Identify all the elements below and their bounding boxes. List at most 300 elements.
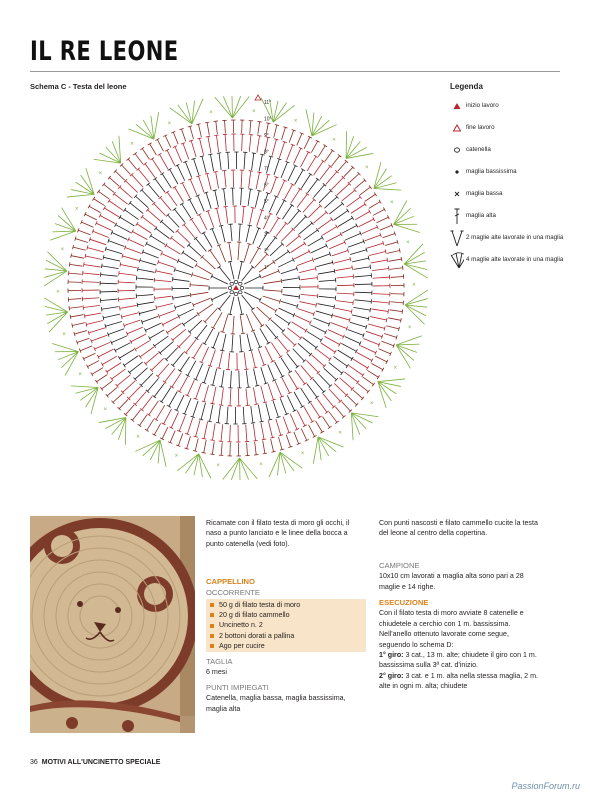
tall-stitch — [331, 323, 347, 329]
tall-stitch — [294, 432, 299, 444]
tall-stitch — [186, 339, 196, 352]
single-crochet-mark: × — [60, 247, 65, 254]
stitch-top-bar — [331, 149, 335, 152]
tall-stitch — [334, 211, 348, 221]
tall-stitch — [207, 174, 211, 190]
tall-stitch — [367, 370, 378, 377]
round-label: 1° — [264, 265, 269, 271]
stitch-top-bar — [133, 152, 137, 155]
shell-stitch — [154, 112, 159, 139]
tall-stitch — [307, 384, 317, 398]
tall-stitch — [238, 297, 242, 315]
tall-stitch — [205, 329, 213, 344]
stitch-top-bar — [351, 216, 353, 220]
tall-stitch — [383, 234, 395, 238]
tall-stitch — [278, 180, 285, 195]
stitch-top-bar — [314, 155, 318, 157]
tall-stitch — [152, 159, 161, 173]
shell-stitch — [405, 299, 428, 305]
tall-stitch — [313, 379, 324, 392]
tall-stitch — [257, 210, 262, 226]
stitch-top-bar — [346, 364, 349, 368]
stitch-top-bar — [398, 327, 399, 331]
tall-stitch — [109, 241, 125, 247]
stitch-top-bar — [374, 192, 376, 196]
shell-stitch — [313, 437, 318, 464]
tall-stitch — [182, 204, 191, 218]
legend-title: Legenda — [450, 82, 483, 91]
tall-stitch — [175, 147, 182, 163]
dot-icon — [450, 164, 464, 180]
tall-stitch — [318, 271, 335, 274]
legend-item — [450, 142, 570, 158]
shell-stitch — [58, 352, 78, 360]
tall-stitch — [313, 185, 324, 198]
tall-stitch — [167, 150, 175, 165]
stitch-top-bar — [178, 370, 182, 372]
tall-stitch — [120, 305, 137, 308]
tall-stitch — [119, 273, 136, 275]
tall-stitch — [216, 172, 219, 189]
tall-stitch — [165, 136, 170, 148]
round-label: 9° — [264, 133, 269, 139]
shell-stitch — [394, 208, 411, 224]
tall-stitch — [260, 302, 276, 311]
tall-stitch — [354, 267, 371, 270]
tall-stitch — [187, 418, 192, 434]
stitch-top-bar — [257, 190, 261, 191]
tall-stitch — [104, 184, 114, 192]
tall-stitch — [308, 238, 323, 247]
tall-stitch — [362, 227, 378, 234]
stitch-top-bar — [143, 162, 147, 165]
stitch-top-bar — [370, 265, 371, 269]
tall-stitch — [371, 260, 388, 263]
tall-stitch — [99, 191, 110, 198]
tall-stitch — [199, 138, 203, 155]
supplies-list — [206, 599, 366, 652]
tall-stitch — [329, 362, 342, 373]
round-label: 8° — [264, 149, 269, 156]
stitch-top-bar — [275, 125, 279, 126]
tall-stitch — [300, 152, 308, 167]
stitch-top-bar — [266, 123, 270, 124]
tall-stitch — [358, 384, 368, 392]
stitch-top-bar — [379, 200, 381, 204]
stitch-top-bar — [277, 217, 281, 219]
tall-stitch — [341, 343, 356, 351]
stitch-top-bar — [352, 265, 353, 269]
stitch-top-bar — [100, 387, 103, 391]
shell-stitch — [318, 437, 343, 447]
tall-stitch — [344, 372, 357, 382]
tall-stitch — [160, 154, 168, 169]
tall-stitch — [103, 314, 120, 318]
tall-stitch — [357, 352, 372, 360]
tall-stitch — [281, 358, 290, 372]
tall-stitch — [207, 123, 209, 136]
tall-stitch — [195, 438, 198, 451]
tall-stitch — [271, 343, 280, 357]
legend-item — [450, 186, 570, 202]
tall-stitch — [225, 120, 226, 133]
tall-stitch — [129, 386, 141, 398]
shell-stitch — [160, 440, 166, 467]
shell-stitch — [404, 244, 423, 264]
tall-stitch — [389, 259, 402, 261]
tall-stitch — [202, 257, 215, 269]
tall-stitch — [221, 442, 222, 455]
tall-stitch — [132, 231, 147, 239]
stitch-top-bar — [334, 305, 335, 309]
bullet-icon — [210, 613, 214, 617]
stitch-top-bar — [388, 266, 389, 270]
tall-stitch — [238, 242, 239, 260]
round-label: 2° — [264, 248, 269, 255]
tall-stitch — [135, 341, 150, 350]
stitch-top-bar — [334, 269, 335, 273]
stitch-top-bar — [101, 307, 102, 311]
stitch-top-bar — [150, 158, 154, 160]
tall-stitch — [307, 331, 321, 340]
stitch-top-bar — [86, 322, 87, 326]
legend-item — [450, 164, 570, 180]
tall-stitch — [332, 251, 348, 256]
tall-stitch — [166, 245, 181, 254]
tall-stitch — [287, 328, 300, 338]
stitch-top-bar — [323, 144, 327, 146]
stitch-top-bar — [329, 358, 332, 362]
stitch-top-bar — [316, 303, 317, 307]
stitch-top-bar — [163, 381, 167, 384]
bullet-icon — [210, 634, 214, 638]
tall-stitch — [294, 216, 306, 228]
stitch-top-bar — [320, 338, 322, 342]
tall-stitch — [283, 333, 295, 345]
tall-stitch — [113, 394, 123, 403]
tall-stitch — [349, 366, 363, 376]
shell-stitch — [312, 125, 337, 136]
tall-stitch — [112, 233, 128, 240]
tall-stitch — [254, 332, 260, 348]
tall-stitch — [119, 349, 134, 358]
tall-stitch — [167, 192, 177, 206]
tall-stitch — [261, 367, 266, 383]
two-stitch-fan-icon — [450, 230, 464, 246]
tall-stitch — [137, 302, 154, 305]
punti-value: Catenella, maglia bassa, maglia bassissima, maglia alta — [206, 694, 346, 713]
stitch-top-bar — [351, 309, 352, 313]
tall-stitch — [255, 191, 259, 208]
tall-stitch — [231, 224, 232, 241]
stitch-top-bar — [288, 371, 292, 373]
tall-stitch — [344, 167, 353, 176]
legend-label: 2 maglie alte lavorate in una maglia — [466, 234, 564, 242]
tall-stitch — [95, 342, 111, 349]
shell-stitch — [143, 440, 160, 456]
stitch-top-bar — [253, 367, 257, 368]
shell-stitch — [404, 264, 427, 269]
stitch-top-bar — [136, 222, 138, 226]
round-label: 11° — [264, 100, 272, 106]
tall-stitch — [91, 335, 107, 341]
stitch-top-bar — [190, 293, 191, 297]
stitch-top-bar — [134, 348, 136, 352]
tall-stitch — [355, 212, 370, 220]
tall-stitch — [179, 309, 194, 317]
tall-stitch — [251, 406, 253, 423]
tall-stitch — [244, 276, 260, 284]
stitch-top-bar — [190, 218, 194, 220]
shell-stitch — [49, 312, 68, 332]
tall-stitch — [225, 134, 226, 151]
page-footer — [30, 759, 160, 766]
tall-stitch — [128, 239, 143, 246]
tall-stitch — [173, 329, 186, 340]
tall-stitch — [277, 338, 288, 351]
tall-stitch — [294, 148, 301, 163]
tall-stitch — [233, 316, 234, 334]
stitch-top-bar — [118, 356, 120, 360]
stitch-top-bar — [120, 262, 121, 266]
tall-stitch — [388, 318, 401, 320]
shell-stitch — [50, 231, 76, 240]
stitch-top-bar — [299, 295, 300, 299]
tall-stitch — [242, 267, 253, 281]
stitch-top-bar — [315, 396, 319, 399]
shell-stitch — [232, 96, 240, 118]
shell-stitch — [106, 147, 121, 163]
shell-stitch — [47, 252, 66, 271]
tall-stitch — [196, 265, 212, 274]
tall-stitch — [247, 443, 248, 456]
tall-stitch — [350, 250, 366, 255]
shell-stitch — [178, 105, 192, 124]
tall-stitch — [145, 164, 155, 178]
tall-stitch — [114, 194, 127, 204]
stitch-top-bar — [353, 301, 354, 305]
tall-stitch — [300, 302, 317, 306]
tall-stitch — [136, 196, 149, 207]
stitch-top-bar — [214, 135, 218, 136]
stitch-top-bar — [191, 357, 195, 359]
cappellino-heading: CAPPELLINO — [206, 577, 255, 587]
tall-stitch — [269, 196, 276, 212]
tall-stitch — [179, 377, 187, 392]
tall-stitch — [210, 405, 213, 422]
tall-stitch — [299, 223, 312, 234]
tall-stitch — [68, 299, 81, 300]
stitch-top-bar — [119, 271, 120, 275]
shell-stitch — [71, 386, 98, 388]
shell-stitch — [231, 458, 239, 480]
tall-stitch — [158, 364, 169, 377]
shell-stitch — [394, 224, 420, 232]
tall-stitch — [274, 159, 279, 175]
tall-stitch — [118, 282, 135, 283]
tall-stitch — [230, 297, 234, 315]
tall-stitch — [351, 204, 365, 213]
tall-stitch — [81, 222, 93, 227]
tall-stitch — [169, 391, 177, 406]
tall-stitch — [242, 134, 243, 151]
tall-stitch — [180, 357, 190, 371]
shell-stitch — [223, 458, 240, 480]
stitch-top-bar — [206, 136, 210, 137]
stitch-top-bar — [249, 171, 253, 172]
tall-stitch — [279, 437, 283, 450]
stitch-top-bar — [139, 355, 142, 359]
tall-stitch — [142, 217, 156, 227]
stitch-top-bar — [223, 206, 227, 207]
tall-stitch — [241, 170, 242, 187]
stitch-top-bar — [150, 234, 152, 238]
stitch-top-bar — [290, 204, 294, 206]
stitch-top-bar — [123, 364, 126, 368]
stitch-top-bar — [106, 370, 108, 374]
tall-stitch — [82, 298, 99, 299]
tall-stitch — [313, 318, 329, 324]
esecuzione-paragraph: Con il filato testa di moro avviate 8 catenelle e chiudetele a cerchio con 1 m. bassissima. — [379, 609, 524, 628]
tall-stitch — [193, 401, 198, 417]
tall-stitch — [178, 261, 193, 268]
tall-stitch — [365, 194, 376, 201]
stitch-top-bar — [213, 190, 217, 191]
tall-stitch — [242, 295, 253, 309]
tall-stitch — [173, 132, 178, 144]
tall-stitch — [319, 296, 336, 298]
stitch-top-bar — [315, 346, 318, 350]
tall-stitch — [276, 419, 281, 435]
magazine-name: MOTIVI ALL'UNCINETTO SPECIALE — [41, 759, 161, 766]
tall-stitch — [282, 127, 286, 139]
tall-stitch — [140, 260, 156, 265]
single-crochet-mark: × — [130, 141, 134, 148]
tall-stitch — [93, 231, 109, 237]
tall-stitch — [338, 218, 353, 227]
shell-stitch — [378, 382, 391, 401]
tall-stitch — [255, 442, 257, 455]
tall-stitch — [270, 244, 282, 256]
tall-stitch — [199, 176, 204, 192]
tall-stitch — [261, 386, 265, 402]
tall-stitch — [190, 179, 197, 195]
stitch-top-bar — [155, 269, 156, 273]
stitch-top-bar — [70, 315, 71, 319]
stitch-top-bar — [97, 190, 100, 194]
tall-stitch — [370, 316, 387, 320]
round-label: 7° — [264, 166, 269, 172]
tall-stitch — [329, 389, 341, 402]
tall-stitch — [170, 169, 178, 184]
single-crochet-mark: × — [56, 289, 60, 296]
tall-stitch — [331, 177, 343, 189]
tall-stitch — [192, 275, 209, 280]
tall-stitch — [165, 368, 175, 382]
watermark: PassionForum.ru — [511, 781, 580, 791]
tall-stitch — [355, 292, 372, 293]
stitch-top-bar — [199, 419, 203, 420]
tall-stitch — [109, 178, 119, 187]
tall-stitch — [85, 256, 102, 260]
tall-stitch — [143, 252, 159, 258]
tall-stitch — [205, 309, 217, 322]
tall-stitch — [204, 440, 206, 453]
tall-stitch — [104, 208, 119, 217]
tall-stitch — [120, 187, 133, 198]
shell-stitch — [351, 413, 366, 429]
tall-stitch — [232, 335, 233, 352]
page-title: IL RE LEONE — [30, 36, 179, 67]
stitch-top-bar — [91, 372, 93, 376]
tall-stitch — [241, 188, 242, 205]
tall-stitch — [156, 405, 165, 420]
stitch-top-bar — [213, 171, 217, 172]
tall-stitch — [319, 280, 336, 281]
tall-stitch — [266, 403, 270, 419]
crochet-chart — [40, 90, 440, 490]
shell-stitch — [306, 109, 312, 136]
tall-stitch — [363, 377, 374, 384]
tall-stitch — [208, 137, 211, 154]
tall-stitch — [365, 235, 381, 241]
stitch-top-bar — [180, 203, 184, 205]
tall-stitch — [219, 245, 226, 262]
tall-stitch — [94, 199, 105, 206]
tall-stitch — [239, 371, 240, 388]
tall-stitch — [297, 411, 305, 426]
tall-stitch — [71, 256, 84, 258]
tall-stitch — [71, 315, 84, 317]
stitch-top-bar — [351, 357, 353, 361]
stitch-top-bar — [137, 303, 138, 307]
tall-stitch — [262, 271, 279, 278]
tall-stitch — [263, 441, 265, 454]
tall-stitch — [325, 151, 332, 162]
tall-stitch — [196, 238, 207, 251]
tall-stitch — [138, 169, 149, 182]
tall-stitch — [352, 258, 369, 262]
tall-stitch — [301, 429, 306, 441]
shell-stitch — [318, 437, 336, 452]
tall-stitch — [375, 356, 387, 362]
tall-stitch — [142, 316, 158, 322]
stitch-top-bar — [372, 383, 375, 387]
tall-stitch — [368, 324, 384, 328]
tall-stitch — [279, 142, 284, 158]
stitch-top-bar — [251, 423, 255, 424]
tall-stitch — [301, 365, 312, 378]
tall-stitch — [154, 203, 166, 215]
tall-stitch — [92, 368, 103, 375]
tall-stitch — [82, 282, 99, 283]
stitch-top-bar — [148, 143, 152, 145]
tall-stitch — [337, 184, 350, 196]
tall-stitch — [151, 358, 163, 370]
shell-stitch — [58, 216, 76, 231]
tall-stitch — [210, 250, 220, 265]
tall-stitch — [282, 278, 299, 281]
tall-stitch — [107, 363, 121, 372]
schema-title: Schema C - Testa del leone — [30, 82, 127, 91]
tall-stitch — [309, 425, 315, 436]
legend-label: catenella — [466, 146, 491, 154]
tall-stitch — [292, 322, 307, 331]
tall-stitch — [212, 292, 228, 300]
stitch-top-bar — [84, 314, 85, 318]
stitch-top-bar — [249, 350, 253, 351]
stitch-top-bar — [401, 257, 402, 261]
